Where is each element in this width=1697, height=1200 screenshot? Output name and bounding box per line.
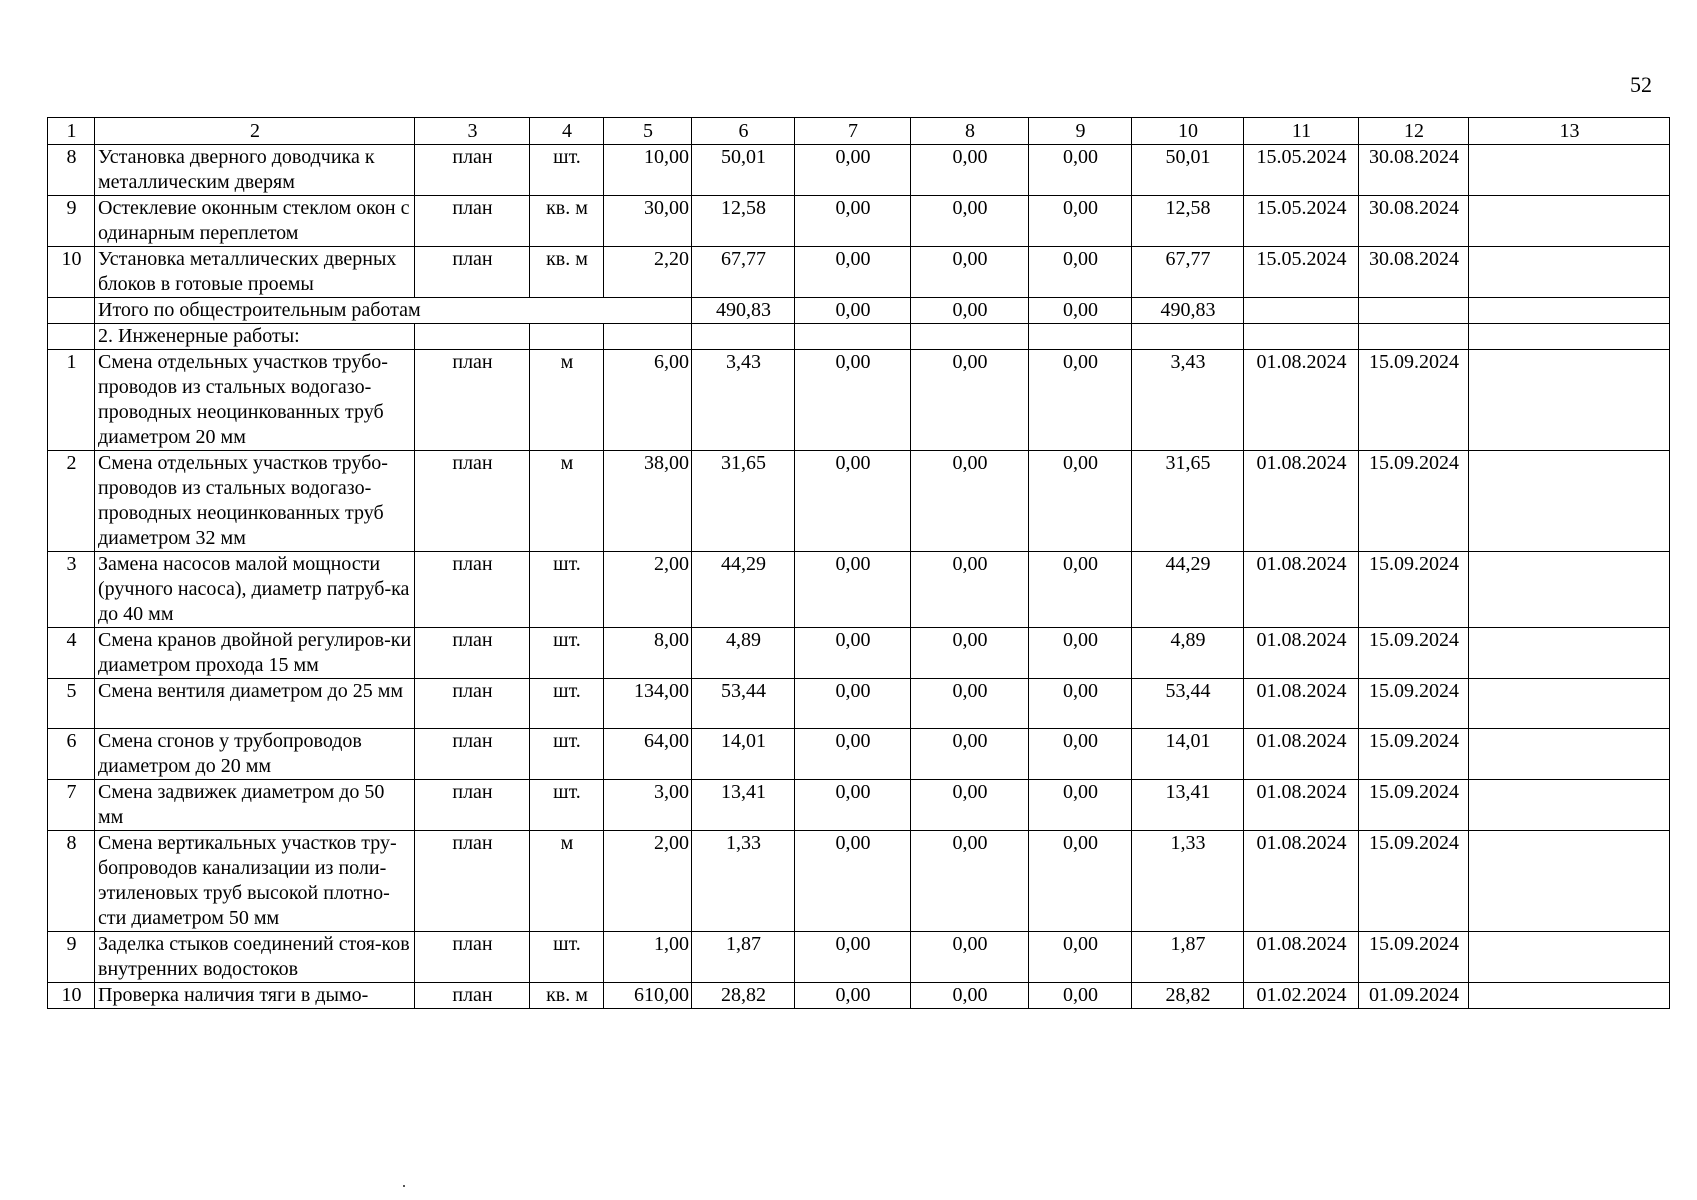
row-unit: шт. — [530, 932, 604, 983]
row-c10: 53,44 — [1132, 679, 1244, 729]
column-header: 1 — [48, 118, 95, 145]
row-end-date: 30.08.2024 — [1359, 247, 1469, 298]
table-row — [48, 628, 1670, 679]
row-start-date: 01.08.2024 — [1244, 729, 1359, 780]
row-c9: 0,00 — [1029, 247, 1132, 298]
row-number: 3 — [48, 552, 95, 628]
row-c9: 0,00 — [1029, 196, 1132, 247]
work-name: Установка дверного доводчика к металлическим дверям — [95, 145, 415, 196]
row-c13 — [1469, 145, 1670, 196]
row-number: 8 — [48, 831, 95, 932]
work-name: Смена отдельных участков трубо-проводов из стальных водогазо-проводных неоцинкованных труб диаметром 32 мм — [95, 451, 415, 552]
work-name: Замена насосов малой мощности (ручного насоса), диаметр патруб-ка до 40 мм — [95, 552, 415, 628]
row-c7: 0,00 — [795, 932, 911, 983]
row-c8: 0,00 — [911, 196, 1029, 247]
work-name: Смена задвижек диаметром до 50 мм — [95, 780, 415, 831]
column-header: 6 — [692, 118, 795, 145]
table-row — [48, 451, 1670, 552]
column-header: 12 — [1359, 118, 1469, 145]
row-c10: 28,82 — [1132, 983, 1244, 1009]
subtotal-start — [1244, 298, 1359, 324]
row-c10: 13,41 — [1132, 780, 1244, 831]
row-start-date: 01.08.2024 — [1244, 932, 1359, 983]
row-c6: 1,33 — [692, 831, 795, 932]
row-c13 — [1469, 729, 1670, 780]
row-qty: 2,20 — [604, 247, 692, 298]
row-c8: 0,00 — [911, 729, 1029, 780]
row-number: 5 — [48, 679, 95, 729]
work-name: Проверка наличия тяги в дымо- — [95, 983, 415, 1009]
row-type: план — [415, 247, 530, 298]
subtotal-row — [48, 298, 1670, 324]
row-number: 8 — [48, 145, 95, 196]
row-c13 — [1469, 780, 1670, 831]
row-c7: 0,00 — [795, 628, 911, 679]
row-c13 — [1469, 350, 1670, 451]
row-type: план — [415, 145, 530, 196]
row-end-date: 15.09.2024 — [1359, 451, 1469, 552]
subtotal-end — [1359, 298, 1469, 324]
row-end-date: 30.08.2024 — [1359, 196, 1469, 247]
column-header: 11 — [1244, 118, 1359, 145]
row-unit: м — [530, 831, 604, 932]
works-table — [47, 117, 1670, 1009]
row-c9: 0,00 — [1029, 983, 1132, 1009]
row-c9: 0,00 — [1029, 780, 1132, 831]
row-c7: 0,00 — [795, 247, 911, 298]
row-c8: 0,00 — [911, 932, 1029, 983]
row-c6: 13,41 — [692, 780, 795, 831]
row-type: план — [415, 628, 530, 679]
row-number: 4 — [48, 628, 95, 679]
row-c8: 0,00 — [911, 679, 1029, 729]
row-c9: 0,00 — [1029, 350, 1132, 451]
row-number: 10 — [48, 983, 95, 1009]
row-c7: 0,00 — [795, 831, 911, 932]
row-c9: 0,00 — [1029, 451, 1132, 552]
table-row — [48, 196, 1670, 247]
row-unit: м — [530, 451, 604, 552]
row-end-date: 15.09.2024 — [1359, 350, 1469, 451]
row-start-date: 01.08.2024 — [1244, 628, 1359, 679]
row-c13 — [1469, 831, 1670, 932]
row-qty: 2,00 — [604, 831, 692, 932]
subtotal-c7: 0,00 — [795, 298, 911, 324]
row-type: план — [415, 679, 530, 729]
row-qty: 10,00 — [604, 145, 692, 196]
row-qty: 38,00 — [604, 451, 692, 552]
row-unit: шт. — [530, 145, 604, 196]
row-c6: 3,43 — [692, 350, 795, 451]
row-c6: 31,65 — [692, 451, 795, 552]
work-name: Заделка стыков соединений стоя-ков внутренних водостоков — [95, 932, 415, 983]
column-header: 8 — [911, 118, 1029, 145]
row-c7: 0,00 — [795, 350, 911, 451]
row-number: 6 — [48, 729, 95, 780]
row-start-date: 01.08.2024 — [1244, 552, 1359, 628]
row-type: план — [415, 831, 530, 932]
row-qty: 1,00 — [604, 932, 692, 983]
row-c8: 0,00 — [911, 983, 1029, 1009]
row-c6: 14,01 — [692, 729, 795, 780]
row-end-date: 01.09.2024 — [1359, 983, 1469, 1009]
row-c13 — [1469, 451, 1670, 552]
work-name: Остеклевие оконным стеклом окон с одинарным переплетом — [95, 196, 415, 247]
row-unit: шт. — [530, 628, 604, 679]
column-header: 13 — [1469, 118, 1670, 145]
row-c9: 0,00 — [1029, 679, 1132, 729]
row-c8: 0,00 — [911, 552, 1029, 628]
row-c13 — [1469, 552, 1670, 628]
row-c10: 1,33 — [1132, 831, 1244, 932]
row-c8: 0,00 — [911, 145, 1029, 196]
row-start-date: 01.08.2024 — [1244, 350, 1359, 451]
row-c7: 0,00 — [795, 552, 911, 628]
column-header: 7 — [795, 118, 911, 145]
row-end-date: 15.09.2024 — [1359, 831, 1469, 932]
work-name: Установка металлических дверных блоков в готовые проемы — [95, 247, 415, 298]
row-c9: 0,00 — [1029, 552, 1132, 628]
row-c6: 4,89 — [692, 628, 795, 679]
row-c10: 67,77 — [1132, 247, 1244, 298]
subtotal-label: Итого по общестроительным работам — [95, 298, 692, 324]
row-unit: шт. — [530, 679, 604, 729]
table-row — [48, 145, 1670, 196]
row-number: 2 — [48, 451, 95, 552]
row-qty: 30,00 — [604, 196, 692, 247]
table-row — [48, 679, 1670, 729]
row-c7: 0,00 — [795, 729, 911, 780]
row-number: 9 — [48, 196, 95, 247]
scan-speck — [403, 1185, 405, 1187]
row-c9: 0,00 — [1029, 729, 1132, 780]
row-c10: 44,29 — [1132, 552, 1244, 628]
row-qty: 134,00 — [604, 679, 692, 729]
row-type: план — [415, 983, 530, 1009]
row-unit: кв. м — [530, 983, 604, 1009]
row-type: план — [415, 552, 530, 628]
row-unit: кв. м — [530, 247, 604, 298]
table-row — [48, 247, 1670, 298]
row-unit: шт. — [530, 780, 604, 831]
row-c13 — [1469, 983, 1670, 1009]
table-row — [48, 932, 1670, 983]
row-type: план — [415, 196, 530, 247]
column-header: 4 — [530, 118, 604, 145]
row-c10: 50,01 — [1132, 145, 1244, 196]
row-c6: 12,58 — [692, 196, 795, 247]
row-c8: 0,00 — [911, 628, 1029, 679]
section-header-row — [48, 324, 1670, 350]
row-start-date: 15.05.2024 — [1244, 145, 1359, 196]
row-c9: 0,00 — [1029, 831, 1132, 932]
row-c7: 0,00 — [795, 145, 911, 196]
header-row — [48, 118, 1670, 145]
table-row — [48, 780, 1670, 831]
column-header: 2 — [95, 118, 415, 145]
column-header: 3 — [415, 118, 530, 145]
row-c10: 12,58 — [1132, 196, 1244, 247]
row-unit: шт. — [530, 552, 604, 628]
row-number: 7 — [48, 780, 95, 831]
row-qty: 3,00 — [604, 780, 692, 831]
work-name: Смена вентиля диаметром до 25 мм — [95, 679, 415, 729]
row-start-date: 01.08.2024 — [1244, 679, 1359, 729]
row-c8: 0,00 — [911, 780, 1029, 831]
row-c6: 28,82 — [692, 983, 795, 1009]
row-end-date: 15.09.2024 — [1359, 932, 1469, 983]
row-qty: 6,00 — [604, 350, 692, 451]
row-c13 — [1469, 628, 1670, 679]
row-c6: 53,44 — [692, 679, 795, 729]
row-c10: 3,43 — [1132, 350, 1244, 451]
page-number: 52 — [1630, 72, 1652, 97]
subtotal-c6: 490,83 — [692, 298, 795, 324]
row-c13 — [1469, 679, 1670, 729]
table-row — [48, 983, 1670, 1009]
row-start-date: 01.08.2024 — [1244, 451, 1359, 552]
row-end-date: 15.09.2024 — [1359, 628, 1469, 679]
row-c9: 0,00 — [1029, 145, 1132, 196]
row-number — [48, 298, 95, 324]
row-c13 — [1469, 196, 1670, 247]
row-c7: 0,00 — [795, 780, 911, 831]
row-c9: 0,00 — [1029, 628, 1132, 679]
row-start-date: 01.02.2024 — [1244, 983, 1359, 1009]
section-title: 2. Инженерные работы: — [95, 324, 415, 350]
table-row — [48, 729, 1670, 780]
row-qty: 64,00 — [604, 729, 692, 780]
subtotal-c8: 0,00 — [911, 298, 1029, 324]
column-header: 9 — [1029, 118, 1132, 145]
row-type: план — [415, 932, 530, 983]
row-c9: 0,00 — [1029, 932, 1132, 983]
row-end-date: 30.08.2024 — [1359, 145, 1469, 196]
row-c6: 67,77 — [692, 247, 795, 298]
subtotal-c10: 490,83 — [1132, 298, 1244, 324]
row-c13 — [1469, 247, 1670, 298]
column-header: 10 — [1132, 118, 1244, 145]
row-unit: кв. м — [530, 196, 604, 247]
row-end-date: 15.09.2024 — [1359, 780, 1469, 831]
row-type: план — [415, 729, 530, 780]
row-c6: 1,87 — [692, 932, 795, 983]
work-name: Смена кранов двойной регулиров-ки диаметром прохода 15 мм — [95, 628, 415, 679]
row-start-date: 01.08.2024 — [1244, 831, 1359, 932]
row-end-date: 15.09.2024 — [1359, 679, 1469, 729]
row-c7: 0,00 — [795, 451, 911, 552]
row-c8: 0,00 — [911, 831, 1029, 932]
row-c6: 44,29 — [692, 552, 795, 628]
work-name: Смена отдельных участков трубо-проводов из стальных водогазо-проводных неоцинкованных труб диаметром 20 мм — [95, 350, 415, 451]
work-name: Смена вертикальных участков тру-бопроводов канализации из поли-этиленовых труб высокой плотно-сти диаметром 50 мм — [95, 831, 415, 932]
row-qty: 610,00 — [604, 983, 692, 1009]
row-c7: 0,00 — [795, 196, 911, 247]
row-c6: 50,01 — [692, 145, 795, 196]
row-c13 — [1469, 932, 1670, 983]
row-start-date: 01.08.2024 — [1244, 780, 1359, 831]
row-type: план — [415, 451, 530, 552]
row-unit: м — [530, 350, 604, 451]
column-header: 5 — [604, 118, 692, 145]
row-c8: 0,00 — [911, 247, 1029, 298]
table-row — [48, 350, 1670, 451]
row-number: 1 — [48, 350, 95, 451]
row-qty: 2,00 — [604, 552, 692, 628]
row-c10: 1,87 — [1132, 932, 1244, 983]
row-type: план — [415, 350, 530, 451]
row-start-date: 15.05.2024 — [1244, 196, 1359, 247]
row-c8: 0,00 — [911, 350, 1029, 451]
row-number — [48, 324, 95, 350]
row-c7: 0,00 — [795, 983, 911, 1009]
subtotal-c9: 0,00 — [1029, 298, 1132, 324]
row-end-date: 15.09.2024 — [1359, 729, 1469, 780]
row-qty: 8,00 — [604, 628, 692, 679]
row-c10: 4,89 — [1132, 628, 1244, 679]
row-number: 10 — [48, 247, 95, 298]
row-c8: 0,00 — [911, 451, 1029, 552]
row-c13 — [1469, 298, 1670, 324]
row-type: план — [415, 780, 530, 831]
row-c10: 31,65 — [1132, 451, 1244, 552]
table-row — [48, 552, 1670, 628]
row-c13 — [1469, 324, 1670, 350]
work-name: Смена сгонов у трубопроводов диаметром до 20 мм — [95, 729, 415, 780]
row-start-date: 15.05.2024 — [1244, 247, 1359, 298]
row-c7: 0,00 — [795, 679, 911, 729]
row-c10: 14,01 — [1132, 729, 1244, 780]
table-row — [48, 831, 1670, 932]
row-unit: шт. — [530, 729, 604, 780]
row-end-date: 15.09.2024 — [1359, 552, 1469, 628]
row-number: 9 — [48, 932, 95, 983]
